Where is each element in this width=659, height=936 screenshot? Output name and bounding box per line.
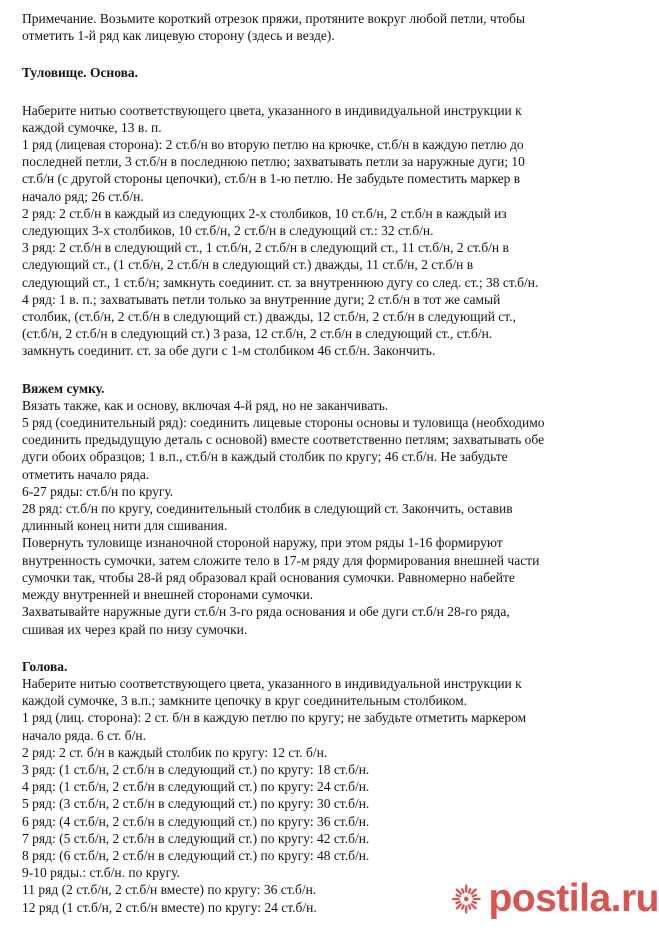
text-line: начало ряд; 26 ст.б/н. [22, 188, 144, 204]
text-line: начало ряда. 6 ст. б/н. [22, 727, 146, 743]
text-line: замкнуть соединит. ст. за обе дуги с 1-м столбиком 46 ст.б/н. Закончить. [22, 343, 436, 359]
text-line: 1 ряд (лиц. сторона): 2 ст. б/н в каждую петлю по кругу; не забудьте отметить маркером [22, 710, 527, 726]
text-line: внутренность сумочки, затем сложите тело в 17-м ряду для формирования внешней части [22, 552, 540, 568]
text-line: Вязать также, как и основу, включая 4-й ряд, но не заканчивать. [22, 397, 389, 413]
text-line: Наберите нитью соответствующего цвета, указанного в индивидуальной инструкции к [22, 102, 522, 118]
text-line: длинный конец нити для сшивания. [22, 518, 228, 534]
text-line: отметить начало ряда. [22, 466, 150, 482]
watermark [444, 861, 659, 936]
text-line: 7 ряд: (5 ст.б/н, 2 ст.б/н в следующий ст.) по кругу: 42 ст.б/н. [22, 830, 370, 846]
section-heading-head: Голова. [22, 658, 68, 674]
text-line: ст.б/н (с другой стороны цепочки), ст.б/н в 1-ю петлю. Не забудьте поместить маркер в [22, 171, 521, 187]
text-line: следующих 3-х столбиков, 10 ст.б/н, 2 ст.б/н в следующий ст.: 32 ст.б/н. [22, 223, 434, 239]
note-block [22, 10, 642, 44]
text-line: 1 ряд (лицевая сторона): 2 ст.б/н во вторую петлю на крючке, ст.б/н в каждую петлю до [22, 137, 524, 153]
text-line: следующий ст., (1 ст.б/н, 2 ст.б/н в следующий ст.) дважды, 11 ст.б/н, 2 ст.б/н в [22, 257, 474, 273]
note-line: Примечание. Возьмите короткий отрезок пряжи, протяните вокруг любой петли, чтобы [22, 11, 526, 26]
text-line: 9-10 ряды.: ст.б/н. по кругу. [22, 865, 180, 881]
text-line: последней петли, 3 ст.б/н в последнюю петлю; захватывать петли за наружные дуги; 10 [22, 154, 525, 170]
text-line: Наберите нитью соответствующего цвета, указанного в индивидуальной инструкции к [22, 675, 522, 691]
text-line: 8 ряд: (6 ст.б/н, 2 ст.б/н в следующий ст.) по кругу: 48 ст.б/н. [22, 847, 370, 863]
text-line: 4 ряд: 1 в. п.; захватывать петли только за внутренние дуги; 2 ст.б/н в тот же самый [22, 291, 501, 307]
watermark-text: postila.ru [488, 876, 659, 920]
text-line: каждой сумочке, 13 в. п. [22, 119, 162, 135]
text-line: соединить предыдущую деталь с основой) вместе соответственно петлям; захватывать обе [22, 432, 545, 448]
text-line: 5 ряд (соединительный ряд): соединить лицевые стороны основы и туловища (необходимо [22, 415, 545, 431]
body-section [22, 102, 642, 360]
text-line: 11 ряд (2 ст.б/н, 2 ст.б/н вместе) по кругу: 36 ст.б/н. [22, 882, 317, 898]
text-line: 6 ряд: (4 ст.б/н, 2 ст.б/н в следующий ст.) по кругу: 36 ст.б/н. [22, 813, 370, 829]
text-line: 4 ряд: (1 ст.б/н, 2 ст.б/н в следующий ст.) по кругу: 24 ст.б/н. [22, 779, 370, 795]
text-line: 3 ряд: (1 ст.б/н, 2 ст.б/н в следующий ст.) по кругу: 18 ст.б/н. [22, 761, 370, 777]
text-line: следующий ст., 1 ст.б/н; замкнуть соединит. ст. за внутреннюю дугу со след. ст.; 38 ст.б/н. [22, 274, 539, 290]
text-line: каждой сумочке, 3 в.п.; замкните цепочку в круг соединительным столбиком. [22, 693, 468, 709]
postila-logo-icon [450, 871, 482, 927]
document-body [22, 10, 642, 916]
text-line: 28 ряд: ст.б/н по кругу, соединительный столбик в следующий ст. Закончить, оставив [22, 501, 513, 517]
text-line: между внутренней и внешней сторонами сумочки. [22, 587, 314, 603]
text-line: 6-27 ряды: ст.б/н по кругу. [22, 483, 174, 499]
bag-section [22, 397, 642, 638]
text-line: 12 ряд (1 ст.б/н, 2 ст.б/н вместе) по кругу: 24 ст.б/н. [22, 899, 317, 915]
text-line: Захватывайте наружные дуги ст.б/н 3-го ряда основания и обе дуги ст.б/н 28-го ряда, [22, 604, 510, 620]
text-line: 5 ряд: (3 ст.б/н, 2 ст.б/н в следующий ст.) по кругу: 30 ст.б/н. [22, 796, 370, 812]
note-line: отметить 1-й ряд как лицевую сторону (здесь и везде). [22, 28, 335, 44]
text-line: сшивая их через край по низу сумочки. [22, 621, 248, 637]
text-line: Повернуть туловище изнаночной стороной наружу, при этом ряды 1-16 формируют [22, 535, 503, 551]
text-line: сумочки так, чтобы 28-й ряд образовал край основания сумочки. Равномерно набейте [22, 569, 515, 585]
section-heading-bag: Вяжем сумку. [22, 380, 105, 396]
text-line: 2 ряд: 2 ст. б/н в каждый столбик по кругу: 12 ст. б/н. [22, 744, 328, 760]
text-line: 3 ряд: 2 ст.б/н в следующий ст., 1 ст.б/н, 2 ст.б/н в следующий ст., 11 ст.б/н, 2 ст.б/н в [22, 240, 509, 256]
text-line: (ст.б/н, 2 ст.б/н в следующий ст.) 3 раза, 12 ст.б/н, 2 ст.б/н в следующий ст., ст.б/н. [22, 326, 493, 342]
text-line: столбик, (ст.б/н, 2 ст.б/н в следующий ст.) дважды, 12 ст.б/н, 2 ст.б/н в следующий ст., [22, 309, 516, 325]
text-line: дуги обоих образцов; 1 в.п., ст.б/н в каждый столбик по кругу; 46 ст.б/н. Не забудьте [22, 449, 508, 465]
text-line: 2 ряд: 2 ст.б/н в каждый из следующих 2-х столбиков, 10 ст.б/н, 2 ст.б/н в каждый из [22, 205, 507, 221]
section-heading-body: Туловище. Основа. [22, 65, 139, 81]
